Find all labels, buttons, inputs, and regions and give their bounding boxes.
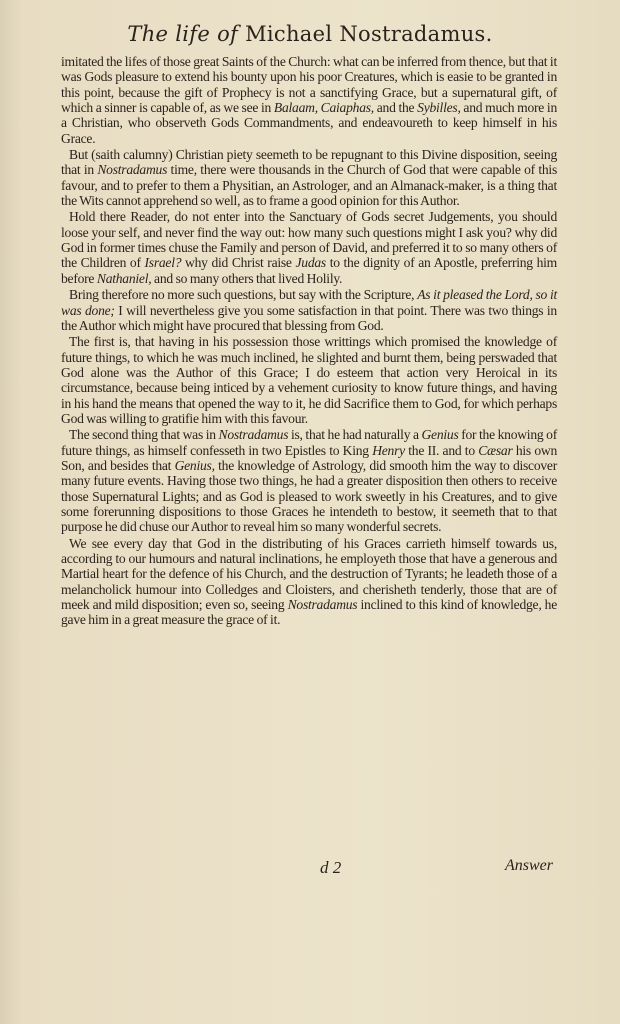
paragraph	[61, 287, 557, 333]
italic-text: Nathaniel,	[96, 270, 152, 286]
paragraph	[61, 147, 557, 208]
text-run: imitated the lifes of those great Saints of the Church: what can be inferred from thence, but that it was Gods pleasure to extend his bounty upon his poor Creatures, which is easie to be granted in this point, because the gift of Prophecy is not a sanctifying Grace, but a supernatural gift, of which a sinner is capable of, as we see in	[61, 54, 557, 116]
text-run: why did Christ raise	[181, 255, 296, 271]
paragraph	[61, 209, 557, 286]
running-head-name: Michael Nostradamus.	[245, 22, 493, 46]
text-run: the knowledge of Astrology, did smooth him the way to discover many future events. Having those two things, he had a greater disposition then others to receive those Supernatural Lights; and as God is pleased to work sweetly in his Creatures, and to give some forerunning dispositions to those Graces he intendeth to bestow, it seemeth that to that purpose he did chuse our Author to reveal him so many wonderful secrets.	[61, 457, 557, 535]
text-run: to the dignity of an Apostle, preferring him before	[61, 255, 558, 286]
italic-text: Judas	[295, 255, 326, 271]
running-head-prefix: The life of	[127, 22, 239, 46]
paragraph	[61, 536, 557, 628]
text-run: inclined to this kind of knowledge, he gave him in a great measure the grace of it.	[61, 597, 557, 628]
italic-text: Balaam, Caiaphas,	[273, 100, 374, 116]
paragraph	[61, 427, 557, 534]
italic-text: Sybilles,	[417, 100, 461, 116]
italic-text: Genius,	[174, 457, 215, 473]
text-run: Bring therefore no more such questions, but say with the Scripture,	[69, 287, 418, 303]
text-run: and so many others that lived Holily.	[151, 270, 343, 286]
italic-text: Nostradamus	[218, 427, 289, 443]
italic-text: As it pleased the Lord, so it was done;	[61, 287, 557, 318]
italic-text: Israel?	[144, 255, 182, 271]
text-run: is, that he had naturally a	[288, 427, 422, 443]
italic-text: Henry	[372, 442, 405, 458]
text-run: The first is, that having in his possession those writtings which promised the knowledge of future things, to which he was much inclined, he slighted and burnt them, being perswaded that God alone was the Author of this Grace; I do esteem that action very Heroical in its circumstance, because being inticed by a vehement curiosity to know future things, and having in his hand the means that opened the way to it, he did Sacrifice them to God, for which perhaps God was willing to gratifie him with this favour.	[61, 334, 557, 426]
italic-text: Cæsar	[478, 442, 513, 458]
text-run: The second thing that was in	[69, 427, 219, 443]
paragraph	[61, 54, 557, 146]
text-run: and the	[373, 100, 418, 116]
text-run: We see every day that God in the distributing of his Graces carrieth himself towards us, according to our humours and natural inclinations, he employeth those that have a generous and Martial heart for the defence of his Church, and the destruction of Tyrants; he leadeth those of a melancholick humour into Colledges and Cloisters, and cherisheth tenderly, those that are of meek and mild disposition; even so, seeing	[61, 535, 557, 613]
text-run: time, there were thousands in the Church of God that were capable of this favour, and to prefer to them a Physitian, an Astrologer, and an Almanack-maker, is a thing that the Wits cannot apprehend so well, as to frame a good opinion for this Author.	[61, 162, 557, 209]
text-run: and much more in a Christian, who observeth Gods Commandments, and endeavoureth to keep himself in his Grace.	[61, 100, 557, 146]
text-run: his own Son, and besides that	[61, 442, 557, 473]
text-run: the II. and to	[404, 442, 479, 458]
text-run: I will nevertheless give you some satisfaction in that point. There was two things in the Author which might have procured that blessing from God.	[61, 302, 557, 333]
text-run: But (saith calumny) Christian piety seemeth to be repugnant to this Divine disposition, seeing that in	[61, 147, 557, 178]
catchword: Answer	[505, 857, 553, 874]
running-head	[0, 22, 620, 46]
italic-text: Genius	[421, 427, 459, 443]
text-run: Hold there Reader, do not enter into the Sanctuary of Gods secret Judgements, you should loose your self, and never find the way out: how many such questions might I ask you? why did God in former times chuse the Family and person of David, and preferred it to so many others of the Children of	[61, 209, 557, 271]
paragraph	[61, 334, 557, 426]
italic-text: Nostradamus	[97, 162, 168, 178]
italic-text: Nostradamus	[287, 597, 358, 613]
signature-mark: d 2	[320, 858, 342, 877]
text-run: for the knowing of future things, as himself confesseth in two Epistles to King	[61, 427, 557, 458]
page-body-text	[61, 54, 557, 629]
